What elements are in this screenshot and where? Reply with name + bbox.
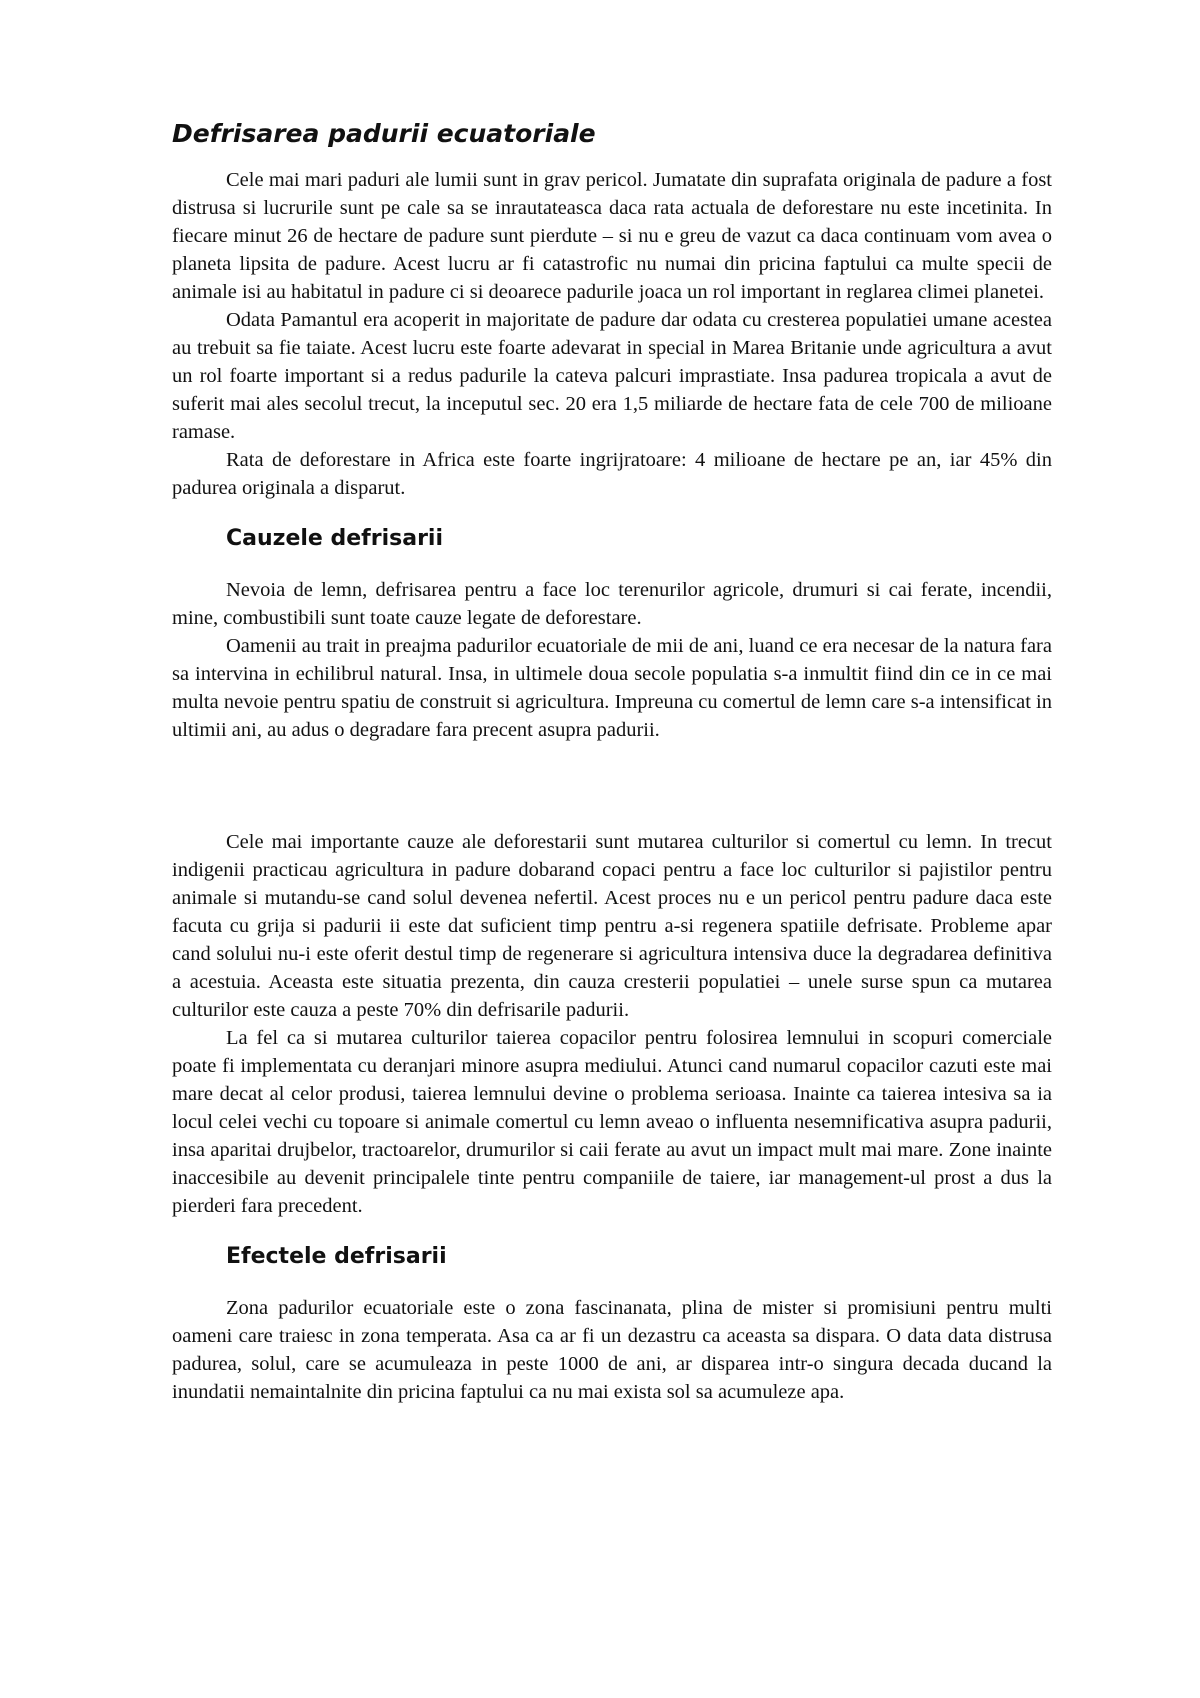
causes-paragraph-2: Oamenii au trait in preajma padurilor ecuatoriale de mii de ani, luand ce era necesar de la natura fara sa intervina in echilibrul natural. Insa, in ultimele doua secole populatia s-a inmultit fiind din ce in ce mai multa nevoie pentru spatiu de construit si agricultura. Impreuna cu comertul de lemn care s-a intensificat in ultimii ani, au adus o degradare fara precent asupra padurii. — [172, 635, 1052, 741]
causes-paragraph-4: La fel ca si mutarea culturilor taierea copacilor pentru folosirea lemnului in scopuri comerciale poate fi implementata cu deranjari minore asupra mediului. Atunci cand numarul copacilor cazuti este mai mare decat al celor produsi, taierea lemnului devine o problema serioasa. Inainte ca taierea intesiva sa ia locul celei vechi cu topoare si animale comertul cu lemn aveao o influenta nesemnificativa asupra padurii, insa aparitai drujbelor, tractoarelor, drumurilor si caii ferate au avut un impact mult mai mare. Zone inainte inaccesibile au devenit principalele tinte pentru companiile de taiere, iar management-ul prost a dus la pierderi fara precedent. — [172, 1027, 1052, 1217]
causes-paragraph-3: Cele mai importante cauze ale deforestarii sunt mutarea culturilor si comertul cu lemn. In trecut indigenii practicau agricultura in padure dobarand copaci pentru a face loc culturilor si pajistilor pentru animale si mutandu-se cand solul devenea nefertil. Acest proces nu e un pericol pentru padure daca este facuta cu grija si padurii ii este dat suficient timp pentru a-si regenera spatiile defrisate. Probleme apar cand solului nu-i este oferit destul timp de regenerare si agricultura intensiva duce la degradarea definitiva a acestuia. Aceasta este situatia prezenta, din cauza cresterii populatiei – unele surse spun ca mutarea culturilor este cauza a peste 70% din defrisarile padurii. — [172, 831, 1052, 1021]
section-heading-causes: Cauzele defrisarii — [226, 526, 444, 551]
document-title: Defrisarea padurii ecuatoriale — [172, 119, 596, 148]
effects-paragraph-1: Zona padurilor ecuatoriale este o zona fascinanata, plina de mister si promisiuni pentru multi oameni care traiesc in zona temperata. Asa ca ar fi un dezastru ca aceasta sa dispara. O data data distrusa padurea, solul, care se acumuleaza in peste 1000 de ani, ar disparea intr-o singura decada ducand la inundatii nemaintalnite din pricina faptului ca nu mai exista sol sa acumuleze apa. — [172, 1297, 1052, 1403]
intro-paragraph-3: Rata de deforestare in Africa este foarte ingrijratoare: 4 milioane de hectare pe an, iar 45% din padurea originala a disparut. — [172, 449, 1052, 499]
intro-paragraph-2: Odata Pamantul era acoperit in majoritate de padure dar odata cu cresterea populatiei umane acestea au trebuit sa fie taiate. Acest lucru este foarte adevarat in special in Marea Britanie unde agricultura a avut un rol foarte important si a redus padurile la cateva palcuri imprastiate. Insa padurea tropicala a avut de suferit mai ales secolul trecut, la inceputul sec. 20 era 1,5 miliarde de hectare fata de cele 700 de milioane ramase. — [172, 309, 1052, 443]
section-heading-effects: Efectele defrisarii — [226, 1244, 447, 1269]
intro-paragraph-1: Cele mai mari paduri ale lumii sunt in grav pericol. Jumatate din suprafata originala de padure a fost distrusa si lucrurile sunt pe cale sa se inrautateasca daca rata actuala de deforestare nu este incetinita. In fiecare minut 26 de hectare de padure sunt pierdute – si nu e greu de vazut ca daca continuam vom avea o planeta lipsita de padure. Acest lucru ar fi catastrofic nu numai din pricina faptului ca multe specii de animale isi au habitatul in padure ci si deoarece padurile joaca un rol important in reglarea climei planetei. — [172, 169, 1052, 303]
blank-gap — [172, 744, 1052, 828]
causes-paragraph-1: Nevoia de lemn, defrisarea pentru a face loc terenurilor agricole, drumuri si cai ferate, incendii, mine, combustibili sunt toate cauze legate de deforestare. — [172, 579, 1052, 629]
document-page — [172, 110, 1052, 1406]
